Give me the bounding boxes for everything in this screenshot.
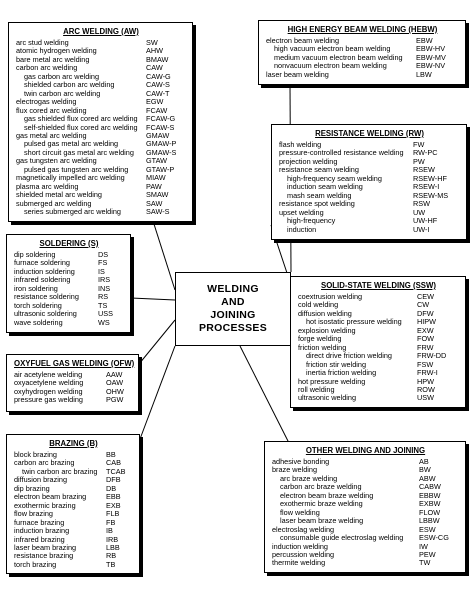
process-abbreviation: RB (106, 551, 117, 561)
process-list (279, 141, 460, 234)
center-title-box (175, 272, 291, 346)
process-name: flux cored arc welding (16, 105, 87, 115)
process-abbreviation: TW (419, 558, 431, 568)
process-name: explosion welding (298, 325, 356, 335)
center-title-line: AND (221, 296, 245, 308)
process-name: laser beam brazing (14, 542, 77, 552)
process-list (14, 251, 124, 327)
process-name: high-frequency (287, 216, 336, 226)
process-abbreviation: OHW (106, 386, 124, 396)
process-name: induction soldering (14, 266, 75, 276)
process-name: direct drive friction welding (306, 351, 392, 361)
process-name: magnetically impelled arc welding (16, 173, 125, 183)
process-abbreviation: CABW (419, 482, 441, 492)
process-abbreviation: AHW (146, 46, 164, 56)
process-abbreviation: SW (146, 38, 158, 47)
process-abbreviation: SMAW (146, 190, 169, 200)
process-name: flow brazing (14, 509, 53, 519)
process-name: forge welding (298, 334, 342, 344)
process-abbreviation: UW-I (413, 224, 430, 234)
process-abbreviation: RW-PC (413, 148, 438, 158)
process-list (298, 293, 459, 403)
process-abbreviation: UW-HF (413, 216, 438, 226)
process-row (272, 559, 459, 567)
process-name: electron beam brazing (14, 492, 87, 502)
process-abbreviation: BMAW (146, 54, 169, 64)
process-name: pulsed gas tungsten arc welding (24, 164, 129, 174)
process-abbreviation: FRW (417, 342, 434, 352)
process-name: medium vacuum electron beam welding (274, 52, 403, 62)
process-abbreviation: DS (98, 250, 109, 259)
process-abbreviation: DFB (106, 475, 121, 485)
box-arc-welding (8, 22, 193, 222)
process-abbreviation: FB (106, 517, 116, 527)
box-title: ARC WELDING (AW) (63, 27, 139, 36)
process-name: roll welding (298, 384, 335, 394)
process-abbreviation: MIAW (146, 173, 166, 183)
process-name: oxyhydrogen welding (14, 386, 83, 396)
process-name: torch brazing (14, 559, 57, 569)
process-abbreviation: HPW (417, 376, 435, 386)
process-abbreviation: TCAB (106, 466, 126, 476)
box-brazing (6, 434, 140, 574)
process-abbreviation: CEW (417, 292, 435, 301)
process-name: gas metal arc welding (16, 130, 87, 140)
process-name: exothermic braze welding (280, 499, 363, 509)
process-row (14, 396, 132, 404)
process-name: twin carbon arc brazing (22, 466, 98, 476)
process-abbreviation: GTAW-P (146, 164, 175, 174)
process-name: friction stir welding (306, 359, 367, 369)
process-row (14, 561, 133, 569)
process-name: adhesive bonding (272, 457, 330, 466)
connector-arc (153, 221, 175, 290)
process-abbreviation: FLOW (419, 507, 441, 517)
box-title: RESISTANCE WELDING (RW) (315, 129, 424, 138)
process-list (266, 37, 459, 79)
process-name: shielded carbon arc welding (24, 80, 115, 90)
process-name: infrared brazing (14, 534, 65, 544)
connector-soldering (131, 298, 175, 300)
process-name: short circuit gas metal arc welding (24, 147, 134, 157)
process-abbreviation: EBW-NV (416, 61, 446, 71)
process-name: laser beam braze welding (280, 516, 364, 526)
process-abbreviation: TS (98, 300, 108, 310)
process-name: inertia friction welding (306, 368, 377, 378)
process-name: nonvacuum electron beam welding (274, 61, 387, 71)
process-abbreviation: EGW (146, 97, 164, 107)
connector-other (240, 346, 290, 445)
process-name: induction welding (272, 541, 328, 551)
process-abbreviation: LBBW (419, 516, 440, 526)
process-abbreviation: IB (106, 526, 113, 536)
process-name: ultrasonic soldering (14, 309, 77, 319)
box-title: OXYFUEL GAS WELDING (OFW) (14, 359, 135, 368)
process-name: submerged arc welding (16, 198, 92, 208)
process-name: braze welding (272, 465, 318, 475)
process-name: induction seam welding (287, 182, 363, 192)
process-name: dip brazing (14, 483, 50, 493)
process-abbreviation: EXB (106, 500, 121, 510)
process-abbreviation: FCAW-S (146, 122, 175, 132)
process-abbreviation: LBW (416, 69, 432, 79)
process-abbreviation: SAW (146, 198, 163, 208)
process-name: arc stud welding (16, 38, 69, 47)
process-abbreviation: RSEW-MS (413, 190, 449, 200)
process-abbreviation: RSEW (413, 165, 435, 175)
center-title-line: PROCESSES (198, 322, 268, 334)
process-abbreviation: SAW-S (146, 207, 170, 217)
process-name: ultrasonic welding (298, 393, 357, 403)
process-name: furnace soldering (14, 258, 70, 268)
process-abbreviation: ESW-CG (419, 533, 449, 543)
process-abbreviation: BB (106, 450, 116, 459)
process-abbreviation: FCAW-G (146, 114, 176, 124)
process-name: iron soldering (14, 283, 58, 293)
process-abbreviation: PW (413, 156, 425, 166)
center-title-line: WELDING (207, 283, 259, 295)
process-name: mash seam welding (287, 190, 352, 200)
process-abbreviation: IW (419, 541, 428, 551)
process-abbreviation: RSEW-HF (413, 173, 447, 183)
process-name: furnace brazing (14, 517, 65, 527)
process-name: shielded metal arc welding (16, 190, 102, 200)
process-name: atomic hydrogen welding (16, 46, 97, 56)
process-name: resistance seam welding (279, 165, 359, 175)
process-name: flow welding (280, 507, 320, 517)
process-row (266, 71, 459, 79)
process-abbreviation: ESW (419, 524, 436, 534)
center-title-line: JOINING (210, 309, 256, 321)
box-other-welding-and-joining (264, 441, 466, 573)
process-name: flash welding (279, 140, 322, 149)
process-abbreviation: DFW (417, 308, 434, 318)
process-name: block brazing (14, 450, 57, 459)
process-name: coextrusion welding (298, 292, 363, 301)
process-abbreviation: FS (98, 258, 108, 268)
process-abbreviation: GTAW (146, 156, 168, 166)
process-name: pulsed gas metal arc welding (24, 139, 119, 149)
box-oxyfuel-gas-welding (6, 354, 139, 412)
process-name: gas shielded flux cored arc welding (24, 114, 138, 124)
process-name: laser beam welding (266, 69, 329, 79)
process-abbreviation: ABW (419, 473, 436, 483)
process-row (279, 226, 460, 234)
process-name: twin carbon arc welding (24, 88, 101, 98)
process-name: arc braze welding (280, 473, 338, 483)
process-name: resistance spot welding (279, 199, 355, 209)
process-row (14, 319, 124, 327)
process-name: pressure-controlled resistance welding (279, 148, 404, 158)
process-abbreviation: GMAW (146, 130, 170, 140)
process-name: infrared soldering (14, 275, 71, 285)
process-list (14, 371, 132, 405)
process-row (298, 394, 459, 402)
process-name: thermite welding (272, 558, 326, 568)
process-name: gas carbon arc welding (24, 71, 100, 81)
process-abbreviation: FRW-I (417, 368, 438, 378)
process-name: induction (287, 224, 317, 234)
process-abbreviation: FCAW (146, 105, 168, 115)
process-abbreviation: WS (98, 317, 110, 327)
process-abbreviation: GMAW-S (146, 147, 177, 157)
process-abbreviation: EXBW (419, 499, 441, 509)
process-abbreviation: RSW (413, 199, 431, 209)
connector-brazing (140, 346, 175, 439)
process-abbreviation: CAW-T (146, 88, 170, 98)
box-title: HIGH ENERGY BEAM WELDING (HEBW) (287, 25, 438, 34)
connector-oxyfuel (139, 320, 175, 364)
process-name: consumable guide electroslag welding (280, 533, 404, 543)
process-abbreviation: PEW (419, 549, 436, 559)
process-list (16, 39, 186, 217)
process-abbreviation: EBW-MV (416, 52, 446, 62)
process-abbreviation: TB (106, 559, 116, 569)
process-abbreviation: EBB (106, 492, 121, 502)
process-name: dip soldering (14, 250, 56, 259)
process-name: electroslag welding (272, 524, 335, 534)
process-abbreviation: EXW (417, 325, 434, 335)
process-name: projection welding (279, 156, 338, 166)
process-name: air acetylene welding (14, 370, 83, 379)
process-name: carbon arc brazing (14, 458, 75, 468)
process-abbreviation: AAW (106, 370, 123, 379)
process-name: hot pressure welding (298, 376, 366, 386)
process-abbreviation: EBW-HV (416, 44, 446, 54)
process-name: gas tungsten arc welding (16, 156, 97, 166)
process-name: plasma arc welding (16, 181, 79, 191)
process-name: electrogas welding (16, 97, 77, 107)
process-abbreviation: RSEW-I (413, 182, 440, 192)
process-name: self-shielded flux cored arc welding (24, 122, 138, 132)
process-name: friction welding (298, 342, 347, 352)
process-abbreviation: AB (419, 457, 429, 466)
process-name: diffusion brazing (14, 475, 68, 485)
process-list (14, 451, 133, 569)
box-title: OTHER WELDING AND JOINING (305, 446, 426, 455)
process-abbreviation: RS (98, 292, 109, 302)
process-name: upset welding (279, 207, 324, 217)
process-abbreviation: CAW-G (146, 71, 171, 81)
process-abbreviation: OAW (106, 378, 124, 388)
process-abbreviation: FLB (106, 509, 120, 519)
process-name: resistance brazing (14, 551, 74, 561)
process-name: wave soldering (14, 317, 63, 327)
process-name: series submerged arc welding (24, 207, 121, 217)
process-abbreviation: CW (417, 300, 430, 310)
process-abbreviation: LBB (106, 542, 120, 552)
process-abbreviation: INS (98, 283, 111, 293)
process-name: exothermic brazing (14, 500, 76, 510)
box-high-energy-beam-welding (258, 20, 466, 85)
process-name: bare metal arc welding (16, 54, 90, 64)
process-abbreviation: GMAW-P (146, 139, 177, 149)
process-name: hot isostatic pressure welding (306, 317, 402, 327)
process-abbreviation: ROW (417, 384, 435, 394)
process-abbreviation: IS (98, 266, 105, 276)
process-abbreviation: CAB (106, 458, 122, 468)
process-name: resistance soldering (14, 292, 79, 302)
box-title: SOLID-STATE WELDING (SSW) (321, 281, 436, 290)
process-abbreviation: PAW (146, 181, 162, 191)
process-abbreviation: CAW (146, 63, 163, 73)
process-name: diffusion welding (298, 308, 352, 318)
process-abbreviation: EBW (416, 36, 433, 45)
process-abbreviation: EBBW (419, 490, 441, 500)
process-name: induction brazing (14, 526, 70, 536)
process-abbreviation: FRW-DD (417, 351, 447, 361)
process-name: percussion welding (272, 549, 335, 559)
process-name: cold welding (298, 300, 339, 310)
process-name: high vacuum electron beam welding (274, 44, 391, 54)
process-abbreviation: FSW (417, 359, 434, 369)
process-name: torch soldering (14, 300, 62, 310)
process-list (272, 458, 459, 568)
process-name: carbon arc braze welding (280, 482, 362, 492)
box-solid-state-welding (290, 276, 466, 408)
process-name: electron beam welding (266, 36, 340, 45)
box-soldering (6, 234, 131, 333)
process-abbreviation: DB (106, 483, 117, 493)
process-abbreviation: USW (417, 393, 435, 403)
process-abbreviation: FOW (417, 334, 435, 344)
box-title: BRAZING (B) (49, 439, 98, 448)
process-name: pressure gas welding (14, 395, 83, 405)
process-abbreviation: IRB (106, 534, 119, 544)
process-abbreviation: FW (413, 140, 425, 149)
process-abbreviation: PGW (106, 395, 124, 405)
process-row (16, 208, 186, 216)
process-abbreviation: USS (98, 309, 114, 319)
process-abbreviation: IRS (98, 275, 111, 285)
process-abbreviation: UW (413, 207, 426, 217)
process-name: carbon arc welding (16, 63, 78, 73)
process-name: oxyacetylene welding (14, 378, 84, 388)
process-name: electron beam braze welding (280, 490, 374, 500)
box-title: SOLDERING (S) (39, 239, 99, 248)
box-resistance-welding (271, 124, 467, 240)
process-abbreviation: BW (419, 465, 431, 475)
process-name: high-frequency seam welding (287, 173, 382, 183)
process-abbreviation: HIPW (417, 317, 437, 327)
process-abbreviation: CAW-S (146, 80, 170, 90)
